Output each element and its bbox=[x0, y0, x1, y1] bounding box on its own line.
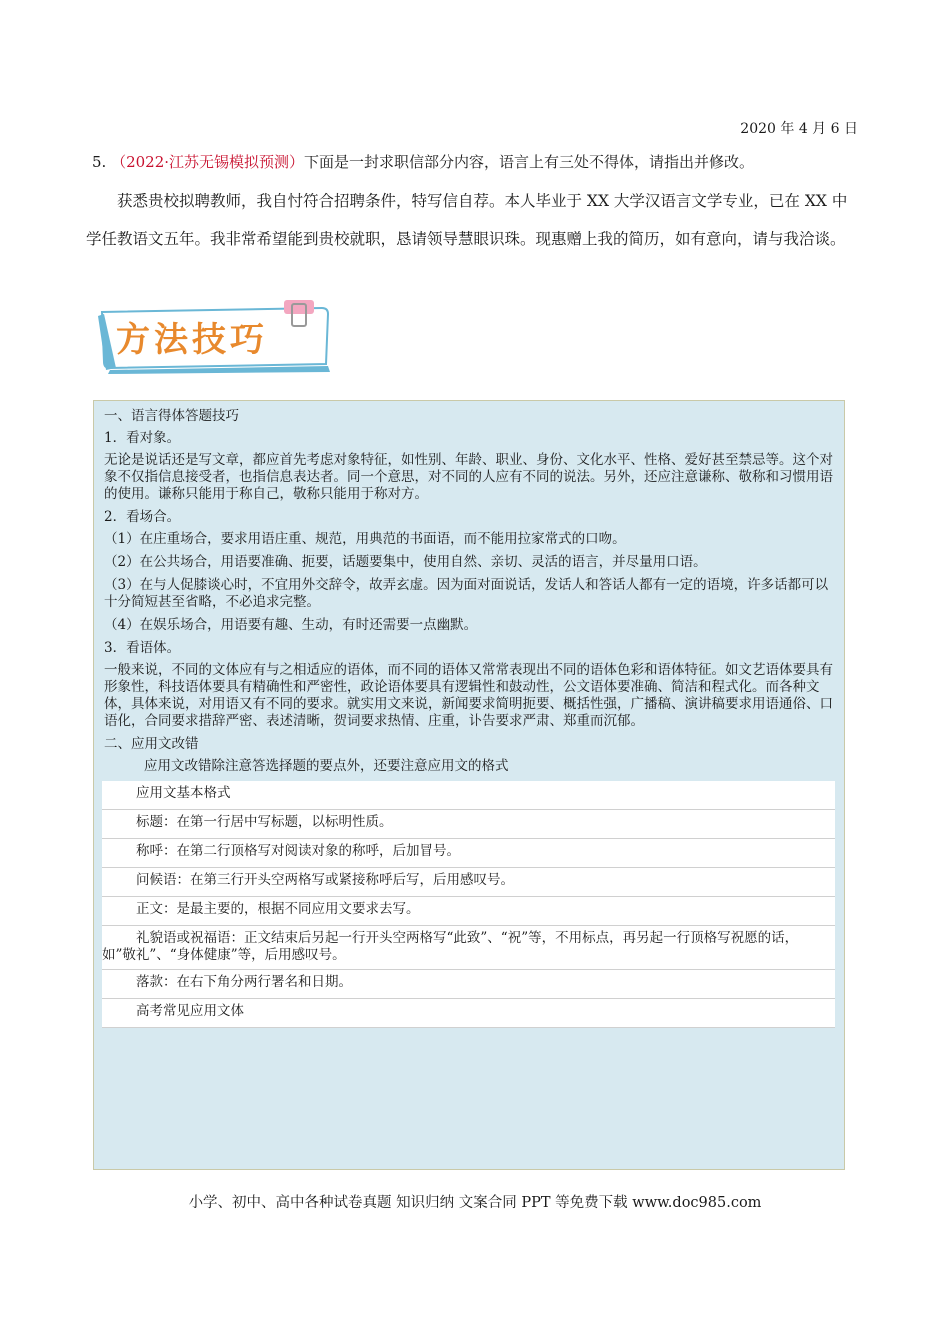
question-source: （2022·江苏无锡模拟预测） bbox=[111, 153, 305, 171]
table-row: 落款：在右下角分两行署名和日期。 bbox=[102, 970, 835, 999]
subsection-heading: 3．看语体。 bbox=[104, 640, 181, 656]
question-number: 5. bbox=[92, 153, 107, 171]
question-prompt bbox=[92, 150, 862, 174]
section-heading: 二、应用文改错 bbox=[104, 736, 199, 752]
method-tips-banner bbox=[96, 298, 338, 374]
subsection-heading: 1．看对象。 bbox=[104, 430, 181, 446]
paragraph: （2）在公共场合，用语要准确、扼要，话题要集中，使用自然、亲切、灵活的语言，并尽量用口语。 bbox=[104, 554, 707, 570]
table-row: 高考常见应用文体 bbox=[102, 999, 835, 1028]
cover-letter-excerpt: 获悉贵校拟聘教师，我自忖符合招聘条件，特写信自荐。本人毕业于 XX 大学汉语言文学专业，已在 XX 中学任教语文五年。我非常希望能到贵校就职，恳请领导慧眼识珠。现惠赠上我的简历，如有意向，请与我洽谈。 bbox=[86, 192, 848, 248]
page-footer: 小学、初中、高中各种试卷真题 知识归纳 文案合同 PPT 等免费下载 www.doc985.com bbox=[188, 1195, 762, 1211]
document-date: 2020 年 4 月 6 日 bbox=[740, 121, 858, 137]
subsection-heading: 2．看场合。 bbox=[104, 509, 181, 525]
paragraph: 应用文改错除注意答选择题的要点外，还要注意应用文的格式 bbox=[144, 758, 509, 774]
banner-title: 方法技巧 bbox=[116, 320, 268, 360]
table-row: 问候语：在第三行开头空两格写或紧接称呼后写，后用感叹号。 bbox=[102, 868, 835, 897]
table-row: 礼貌语或祝福语：正文结束后另起一行开头空两格写“此致”、“祝”等，不用标点，再另起一行顶格写祝愿的话，如”敬礼”、“身体健康”等，后用感叹号。 bbox=[102, 926, 835, 970]
tips-box bbox=[93, 400, 845, 1170]
question-text: 下面是一封求职信部分内容，语言上有三处不得体，请指出并修改。 bbox=[304, 153, 755, 171]
table-row: 标题：在第一行居中写标题，以标明性质。 bbox=[102, 810, 835, 839]
table-row: 正文：是最主要的，根据不同应用文要求去写。 bbox=[102, 897, 835, 926]
table-row: 应用文基本格式 bbox=[102, 781, 835, 810]
paragraph: （3）在与人促膝谈心时，不宜用外交辞令，故弄玄虚。因为面对面说话，发话人和答话人都有一定的语境，许多话都可以十分简短甚至省略，不必追求完整。 bbox=[104, 577, 829, 610]
section-heading: 一、语言得体答题技巧 bbox=[104, 408, 239, 424]
table-row: 称呼：在第二行顶格写对阅读对象的称呼，后加冒号。 bbox=[102, 839, 835, 868]
format-table bbox=[102, 781, 835, 1028]
paragraph: 无论是说话还是写文章，都应首先考虑对象特征，如性别、年龄、职业、身份、文化水平、性格、爱好甚至禁忌等。这个对象不仅指信息接受者，也指信息表达者。同一个意思，对不同的人应有不同的说法。另外，还应注意谦称、敬称和习惯用语的使用。谦称只能用于称自己，敬称只能用于称对方。 bbox=[104, 452, 833, 502]
paragraph: 一般来说，不同的文体应有与之相适应的语体，而不同的语体又常常表现出不同的语体色彩和语体特征。如文艺语体要具有形象性，科技语体要具有精确性和严密性，政论语体要具有逻辑性和鼓动性，公文语体要准确、简洁和程式化。而各种文体，具体来说，对用语又有不同的要求。就实用文来说，新闻要求简明扼要、概括性强，广播稿、演讲稿要求用语通俗、口语化，合同要求措辞严密、表述清晰，贺词要求热情、庄重，讣告要求严肃、郑重而沉郁。 bbox=[104, 662, 833, 729]
paragraph: （4）在娱乐场合，用语要有趣、生动，有时还需要一点幽默。 bbox=[104, 617, 478, 633]
paragraph: （1）在庄重场合，要求用语庄重、规范，用典范的书面语，而不能用拉家常式的口吻。 bbox=[104, 531, 626, 547]
